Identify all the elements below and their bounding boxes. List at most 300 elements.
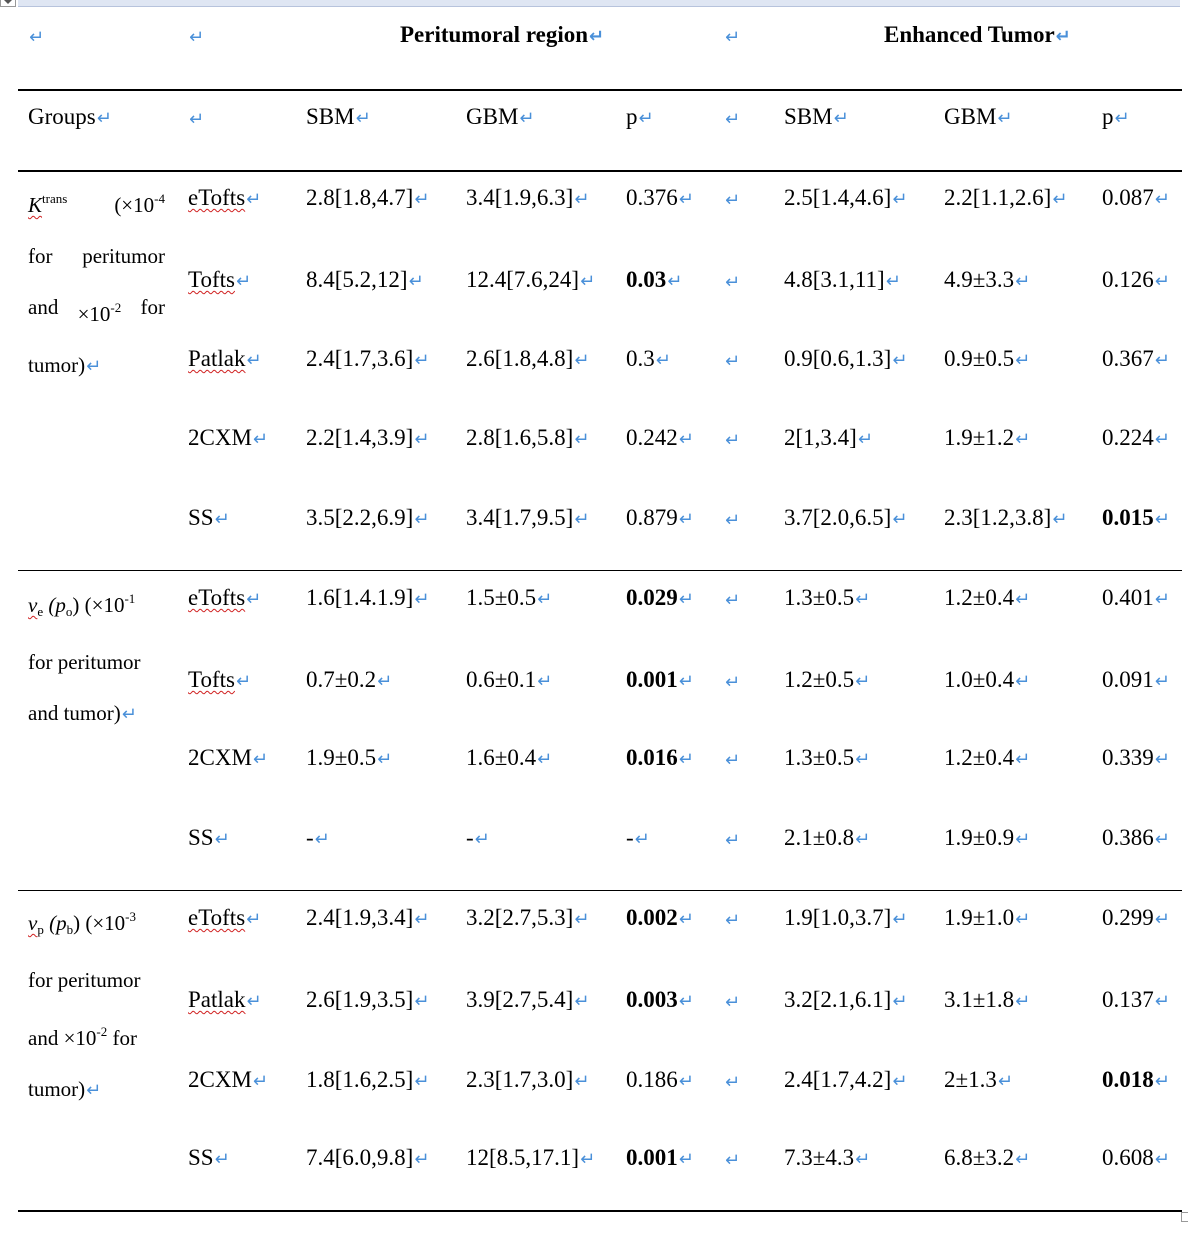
p-peritumoral-value-text: 0.242 xyxy=(626,425,678,450)
header-gbm-tumor: GBM↵ xyxy=(944,104,1013,129)
sbm-tumor-value xyxy=(784,268,901,291)
gbm-tumor-value xyxy=(944,506,1067,529)
gbm-peritumoral-value xyxy=(466,1068,589,1091)
vp-line-1: $v_p$ $(p_b)$ ($\times 10^{-3}$ xyxy=(28,909,137,937)
gbm-tumor-value-text: 4.9±3.3 xyxy=(944,267,1015,292)
sbm-tumor-value-text: 1.2±0.5 xyxy=(784,667,855,692)
p-tumor-value xyxy=(1102,426,1170,449)
gbm-tumor-value xyxy=(944,826,1030,849)
paragraph-mark: ↵ xyxy=(1154,991,1170,1012)
model-name xyxy=(188,1068,268,1091)
paragraph-mark: ↵ xyxy=(1015,909,1031,930)
header-sbm-tumor: SBM↵ xyxy=(784,104,849,129)
paragraph-mark: ↵ xyxy=(725,992,741,1013)
paragraph-mark: ↵ xyxy=(678,1149,694,1170)
paragraph-mark: ↵ xyxy=(725,430,741,451)
paragraph-mark: ↵ xyxy=(634,829,650,850)
ktrans-line-2: for peritumor xyxy=(28,244,165,268)
paragraph-mark: ↵ xyxy=(235,671,252,692)
header-model-empty: ↵ xyxy=(189,109,205,130)
p-tumor-value-text: 0.087 xyxy=(1102,185,1154,210)
sbm-tumor-value-text: 3.7[2.0,6.5] xyxy=(784,505,892,530)
p-tumor-value-text: 0.386 xyxy=(1102,825,1154,850)
paragraph-mark: ↵ xyxy=(1154,909,1170,930)
sbm-tumor-value-text: 2[1,3.4] xyxy=(784,425,857,450)
p-peritumoral-value xyxy=(626,426,694,449)
gbm-peritumoral-value xyxy=(466,586,552,609)
paragraph-mark: ↵ xyxy=(855,671,871,692)
vp-line-4: tumor)↵ xyxy=(28,1077,102,1101)
paragraph-mark: ↵ xyxy=(855,1149,871,1170)
vp-line-3: and $\times 10^{-2}$ for xyxy=(28,1024,138,1050)
model-name xyxy=(188,988,262,1011)
model-name-text: 2CXM xyxy=(188,1067,252,1092)
model-name-text: Tofts xyxy=(188,267,235,292)
paragraph-mark: ↵ xyxy=(414,509,430,530)
paragraph-mark: ↵ xyxy=(408,271,424,292)
paragraph-mark: ↵ xyxy=(1015,991,1031,1012)
p-tumor-value-text: 0.367 xyxy=(1102,346,1154,371)
sbm-tumor-value-text: 3.2[2.1,6.1] xyxy=(784,987,892,1012)
spacer-cell xyxy=(724,907,740,930)
gbm-tumor-value xyxy=(944,1068,1013,1091)
gbm-tumor-value xyxy=(944,1146,1030,1169)
header-gbm-peritumoral: GBM↵ xyxy=(466,104,535,129)
sbm-tumor-value xyxy=(784,347,907,370)
sbm-tumor-value-text: 1.9[1.0,3.7] xyxy=(784,905,892,930)
paragraph-mark: ↵ xyxy=(414,1071,430,1092)
gbm-tumor-value-text: 2.3[1.2,3.8] xyxy=(944,505,1052,530)
paragraph-mark: ↵ xyxy=(1015,350,1031,371)
sbm-peritumoral-value xyxy=(306,186,429,209)
paragraph-mark: ↵ xyxy=(1052,189,1068,210)
sbm-peritumoral-value xyxy=(306,506,429,529)
group-divider-2 xyxy=(18,890,1182,891)
p-tumor-value-text: 0.137 xyxy=(1102,987,1154,1012)
paragraph-mark: ↵ xyxy=(246,909,262,930)
model-name xyxy=(188,186,261,209)
model-name-text: eTofts xyxy=(188,905,246,930)
sbm-tumor-value xyxy=(784,746,870,769)
paragraph-mark: ↵ xyxy=(214,829,230,850)
gbm-peritumoral-value-text: 12.4[7.6,24] xyxy=(466,267,580,292)
document-top-bar xyxy=(18,0,1180,7)
gbm-peritumoral-value-text: 1.5±0.5 xyxy=(466,585,537,610)
sbm-tumor-value-text: 2.1±0.8 xyxy=(784,825,855,850)
paragraph-mark: ↵ xyxy=(1154,350,1170,371)
paragraph-mark: ↵ xyxy=(252,429,268,450)
model-name xyxy=(188,426,268,449)
sbm-tumor-value xyxy=(784,586,870,609)
p-tumor-value xyxy=(1102,186,1170,209)
sbm-peritumoral-value-text: 2.8[1.8,4.7] xyxy=(306,185,414,210)
group-label-ktrans xyxy=(28,173,165,392)
sbm-peritumoral-value-text: 8.4[5.2,12] xyxy=(306,267,408,292)
p-peritumoral-value xyxy=(626,268,682,291)
gbm-peritumoral-value xyxy=(466,668,552,691)
p-tumor-value xyxy=(1102,826,1170,849)
sbm-peritumoral-value xyxy=(306,586,429,609)
paragraph-mark: ↵ xyxy=(892,1071,908,1092)
ve-line-2: for peritumor xyxy=(28,650,141,674)
gbm-peritumoral-value xyxy=(466,347,589,370)
paragraph-mark: ↵ xyxy=(725,830,741,851)
gbm-peritumoral-value-text: 2.6[1.8,4.8] xyxy=(466,346,574,371)
p-tumor-value xyxy=(1102,906,1170,929)
ve-line-1: $v_e$ $(p_o)$ ($\times 10^{-1}$ xyxy=(28,591,136,619)
spacer-cell xyxy=(724,989,740,1012)
sbm-tumor-value-text: 0.9[0.6,1.3] xyxy=(784,346,892,371)
paragraph-mark: ↵ xyxy=(857,429,873,450)
gbm-peritumoral-value xyxy=(466,1146,595,1169)
model-name xyxy=(188,906,261,929)
paragraph-mark: ↵ xyxy=(1052,509,1068,530)
paragraph-mark: ↵ xyxy=(574,350,590,371)
paragraph-mark: ↵ xyxy=(537,589,553,610)
paragraph-mark: ↵ xyxy=(1015,1149,1031,1170)
body-top-rule xyxy=(18,170,1182,172)
paragraph-mark: ↵ xyxy=(997,1071,1013,1092)
gbm-tumor-value xyxy=(944,906,1030,929)
p-peritumoral-value xyxy=(626,746,694,769)
paragraph-mark: ↵ xyxy=(414,189,430,210)
p-tumor-value xyxy=(1102,347,1170,370)
spacer-cell xyxy=(724,348,740,371)
sbm-tumor-value-text: 2.5[1.4,4.6] xyxy=(784,185,892,210)
spacer-cell xyxy=(724,587,740,610)
group-label-vp xyxy=(28,891,165,1116)
group-divider-1 xyxy=(18,570,1182,571)
sbm-tumor-value-text: 1.3±0.5 xyxy=(784,745,855,770)
model-name-text: SS xyxy=(188,1145,214,1170)
gbm-peritumoral-value-text: 2.8[1.6,5.8] xyxy=(466,425,574,450)
p-peritumoral-value xyxy=(626,906,694,929)
gbm-tumor-value-text: 6.8±3.2 xyxy=(944,1145,1015,1170)
sbm-tumor-value xyxy=(784,426,873,449)
sbm-peritumoral-value xyxy=(306,268,424,291)
paragraph-mark: ↵ xyxy=(725,190,741,211)
p-peritumoral-value-text: 0.003 xyxy=(626,987,678,1012)
p-peritumoral-value-text: 0.3 xyxy=(626,346,655,371)
paragraph-mark: ↵ xyxy=(580,1149,596,1170)
paragraph-mark: ↵ xyxy=(252,749,268,770)
paragraph-mark: ↵ xyxy=(678,429,694,450)
paragraph-mark: ↵ xyxy=(1154,509,1170,530)
paragraph-mark: ↵ xyxy=(1154,189,1170,210)
model-name xyxy=(188,826,230,849)
p-peritumoral-value xyxy=(626,826,650,849)
spacer-cell xyxy=(724,187,740,210)
p-tumor-value xyxy=(1102,1068,1170,1091)
paragraph-mark: ↵ xyxy=(1015,589,1031,610)
sbm-peritumoral-value xyxy=(306,826,330,849)
p-tumor-value-text: 0.224 xyxy=(1102,425,1154,450)
model-name-text: Patlak xyxy=(188,987,246,1012)
paragraph-mark: ↵ xyxy=(892,509,908,530)
p-tumor-value-text: 0.339 xyxy=(1102,745,1154,770)
gbm-peritumoral-value xyxy=(466,906,589,929)
paragraph-mark: ↵ xyxy=(667,271,683,292)
paragraph-mark: ↵ xyxy=(678,189,694,210)
spacer-cell xyxy=(724,669,740,692)
model-name xyxy=(188,268,251,291)
ktrans-line-3: and $\times 10^{-2}$ for xyxy=(28,295,165,326)
sbm-peritumoral-value xyxy=(306,1146,429,1169)
p-peritumoral-value xyxy=(626,347,671,370)
paragraph-mark: ↵ xyxy=(574,429,590,450)
paragraph-mark: ↵ xyxy=(246,189,262,210)
paragraph-mark: ↵ xyxy=(246,350,262,371)
paragraph-mark: ↵ xyxy=(678,509,694,530)
paragraph-mark: ↵ xyxy=(725,1150,741,1171)
p-peritumoral-value-text: 0.03 xyxy=(626,267,667,292)
paragraph-mark: ↵ xyxy=(246,991,262,1012)
p-tumor-value-text: 0.126 xyxy=(1102,267,1154,292)
p-peritumoral-value-text: 0.001 xyxy=(626,667,678,692)
gbm-tumor-value-text: 1.2±0.4 xyxy=(944,585,1015,610)
gbm-tumor-value xyxy=(944,268,1030,291)
paragraph-mark: ↵ xyxy=(1154,749,1170,770)
paragraph-mark: ↵ xyxy=(892,909,908,930)
gbm-peritumoral-value-text: 3.4[1.9,6.3] xyxy=(466,185,574,210)
paragraph-mark: ↵ xyxy=(414,991,430,1012)
p-peritumoral-value-text: 0.879 xyxy=(626,505,678,530)
gbm-peritumoral-value-text: 3.9[2.7,5.4] xyxy=(466,987,574,1012)
paragraph-mark: ↵ xyxy=(474,829,490,850)
sbm-peritumoral-value-text: 1.6[1.4.1.9] xyxy=(306,585,414,610)
paragraph-mark: ↵ xyxy=(892,350,908,371)
sbm-peritumoral-value-text: 7.4[6.0,9.8] xyxy=(306,1145,414,1170)
p-tumor-value xyxy=(1102,506,1170,529)
gbm-peritumoral-value xyxy=(466,988,589,1011)
group-label-ve xyxy=(28,573,165,740)
gbm-tumor-value xyxy=(944,186,1067,209)
paragraph-mark: ↵ xyxy=(574,909,590,930)
gbm-tumor-value-text: 1.0±0.4 xyxy=(944,667,1015,692)
sbm-tumor-value-text: 2.4[1.7,4.2] xyxy=(784,1067,892,1092)
model-name-text: Patlak xyxy=(188,346,246,371)
spacer-cell xyxy=(724,1147,740,1170)
paragraph-mark: ↵ xyxy=(725,590,741,611)
gbm-peritumoral-value-text: 3.2[2.7,5.3] xyxy=(466,905,574,930)
gbm-peritumoral-value-text: 1.6±0.4 xyxy=(466,745,537,770)
spacer-cell xyxy=(724,427,740,450)
p-tumor-value-text: 0.401 xyxy=(1102,585,1154,610)
model-name xyxy=(188,347,262,370)
paragraph-mark: ↵ xyxy=(1015,749,1031,770)
paragraph-mark: ↵ xyxy=(725,910,741,931)
header-enhanced-tumor: Enhanced Tumor↵ xyxy=(884,22,1071,47)
sbm-tumor-value xyxy=(784,186,907,209)
ktrans-line-1: $K^{trans}$ ($\times 10^{-4}$ xyxy=(28,191,165,217)
sbm-tumor-value-text: 1.3±0.5 xyxy=(784,585,855,610)
p-tumor-value-text: 0.608 xyxy=(1102,1145,1154,1170)
p-peritumoral-value xyxy=(626,1146,694,1169)
gbm-tumor-value xyxy=(944,586,1030,609)
ve-line-3: and tumor)↵ xyxy=(28,701,137,725)
paragraph-mark: ↵ xyxy=(678,909,694,930)
paragraph-mark: ↵ xyxy=(1154,1071,1170,1092)
sbm-peritumoral-value-text: 0.7±0.2 xyxy=(306,667,377,692)
paragraph-mark: ↵ xyxy=(246,589,262,610)
p-peritumoral-value xyxy=(626,586,694,609)
paragraph-mark: ↵ xyxy=(725,1072,741,1093)
p-peritumoral-value-text: 0.001 xyxy=(626,1145,678,1170)
paragraph-mark: ↵ xyxy=(414,909,430,930)
paragraph-mark: ↵ xyxy=(725,750,741,771)
page-corner-mark xyxy=(1181,1212,1188,1222)
model-name xyxy=(188,586,261,609)
gbm-tumor-value-text: 2.2[1.1,2.6] xyxy=(944,185,1052,210)
paragraph-mark: ↵ xyxy=(855,749,871,770)
ktrans-line-4: tumor)↵ xyxy=(28,353,102,377)
paragraph-mark: ↵ xyxy=(1154,1149,1170,1170)
sbm-tumor-value xyxy=(784,506,907,529)
p-tumor-value xyxy=(1102,1146,1170,1169)
paragraph-mark: ↵ xyxy=(414,589,430,610)
paragraph-mark: ↵ xyxy=(574,509,590,530)
sbm-peritumoral-value-text: 3.5[2.2,6.9] xyxy=(306,505,414,530)
p-tumor-value xyxy=(1102,668,1170,691)
p-peritumoral-value-text: 0.376 xyxy=(626,185,678,210)
spacer-cell xyxy=(724,507,740,530)
gbm-tumor-value xyxy=(944,347,1030,370)
model-name-text: eTofts xyxy=(188,185,246,210)
paragraph-mark: ↵ xyxy=(725,672,741,693)
sbm-tumor-value xyxy=(784,906,907,929)
p-tumor-value-text: 0.091 xyxy=(1102,667,1154,692)
paragraph-mark: ↵ xyxy=(892,991,908,1012)
gbm-tumor-value-text: 1.9±1.0 xyxy=(944,905,1015,930)
p-peritumoral-value xyxy=(626,186,694,209)
paragraph-mark: ↵ xyxy=(314,829,330,850)
header-empty-cell-1: ↵ xyxy=(29,27,45,48)
sbm-tumor-value-text: 4.8[3.1,11] xyxy=(784,267,885,292)
paragraph-mark: ↵ xyxy=(725,351,741,372)
paragraph-mark: ↵ xyxy=(414,1149,430,1170)
gbm-peritumoral-value xyxy=(466,506,589,529)
sbm-peritumoral-value xyxy=(306,746,392,769)
sbm-peritumoral-value-text: 1.9±0.5 xyxy=(306,745,377,770)
sbm-peritumoral-value xyxy=(306,906,429,929)
gbm-peritumoral-value xyxy=(466,426,589,449)
gbm-peritumoral-value xyxy=(466,746,552,769)
paragraph-mark: ↵ xyxy=(377,671,393,692)
p-peritumoral-value-text: 0.002 xyxy=(626,905,678,930)
gbm-tumor-value-text: 2±1.3 xyxy=(944,1067,997,1092)
model-name xyxy=(188,668,251,691)
sbm-peritumoral-value xyxy=(306,426,429,449)
gbm-tumor-value xyxy=(944,668,1030,691)
gbm-tumor-value-text: 1.2±0.4 xyxy=(944,745,1015,770)
header-spacer-cell-2: ↵ xyxy=(725,109,741,130)
model-name-text: 2CXM xyxy=(188,425,252,450)
paragraph-mark: ↵ xyxy=(414,429,430,450)
spacer-cell xyxy=(724,1069,740,1092)
model-name-text: Tofts xyxy=(188,667,235,692)
p-peritumoral-value xyxy=(626,506,694,529)
header-sbm-peritumoral: SBM↵ xyxy=(306,104,371,129)
p-peritumoral-value-text: - xyxy=(626,825,634,850)
paragraph-mark: ↵ xyxy=(377,749,393,770)
paragraph-mark: ↵ xyxy=(655,350,671,371)
p-tumor-value-text: 0.018 xyxy=(1102,1067,1154,1092)
paragraph-mark: ↵ xyxy=(235,271,252,292)
sbm-tumor-value xyxy=(784,826,870,849)
header-p-peritumoral: p↵ xyxy=(626,104,654,129)
paragraph-mark: ↵ xyxy=(678,1071,694,1092)
paragraph-mark: ↵ xyxy=(574,991,590,1012)
header-rule xyxy=(18,89,1182,91)
header-spacer-cell: ↵ xyxy=(725,27,741,48)
sbm-peritumoral-value-text: 2.4[1.7,3.6] xyxy=(306,346,414,371)
paragraph-mark: ↵ xyxy=(678,589,694,610)
collapse-toggle-icon[interactable] xyxy=(0,0,16,7)
spacer-cell xyxy=(724,269,740,292)
vp-line-2: for peritumor xyxy=(28,968,141,992)
gbm-peritumoral-value xyxy=(466,186,589,209)
model-name-text: SS xyxy=(188,505,214,530)
sbm-tumor-value-text: 7.3±4.3 xyxy=(784,1145,855,1170)
gbm-peritumoral-value-text: - xyxy=(466,825,474,850)
sbm-peritumoral-value-text: 2.4[1.9,3.4] xyxy=(306,905,414,930)
paragraph-mark: ↵ xyxy=(678,991,694,1012)
paragraph-mark: ↵ xyxy=(1154,829,1170,850)
gbm-tumor-value-text: 1.9±1.2 xyxy=(944,425,1015,450)
p-tumor-value xyxy=(1102,586,1170,609)
gbm-tumor-value-text: 3.1±1.8 xyxy=(944,987,1015,1012)
sbm-tumor-value xyxy=(784,1146,870,1169)
paragraph-mark: ↵ xyxy=(1015,429,1031,450)
sbm-tumor-value xyxy=(784,668,870,691)
paragraph-mark: ↵ xyxy=(725,510,741,531)
sbm-tumor-value xyxy=(784,988,907,1011)
paragraph-mark: ↵ xyxy=(1154,589,1170,610)
paragraph-mark: ↵ xyxy=(1015,829,1031,850)
model-name-text: 2CXM xyxy=(188,745,252,770)
p-peritumoral-value xyxy=(626,668,694,691)
p-peritumoral-value xyxy=(626,1068,694,1091)
gbm-peritumoral-value xyxy=(466,826,490,849)
sbm-peritumoral-value-text: 2.2[1.4,3.9] xyxy=(306,425,414,450)
p-tumor-value xyxy=(1102,268,1170,291)
p-peritumoral-value-text: 0.016 xyxy=(626,745,678,770)
header-peritumoral-region: Peritumoral region↵ xyxy=(400,22,605,47)
paragraph-mark: ↵ xyxy=(580,271,596,292)
gbm-tumor-value-text: 0.9±0.5 xyxy=(944,346,1015,371)
header-groups: Groups↵ xyxy=(28,104,112,129)
header-p-tumor: p↵ xyxy=(1102,104,1130,129)
gbm-peritumoral-value-text: 2.3[1.7,3.0] xyxy=(466,1067,574,1092)
sbm-peritumoral-value xyxy=(306,988,429,1011)
paragraph-mark: ↵ xyxy=(678,749,694,770)
sbm-peritumoral-value xyxy=(306,1068,429,1091)
paragraph-mark: ↵ xyxy=(1015,271,1031,292)
paragraph-mark: ↵ xyxy=(1154,271,1170,292)
sbm-peritumoral-value-text: 2.6[1.9,3.5] xyxy=(306,987,414,1012)
gbm-peritumoral-value-text: 0.6±0.1 xyxy=(466,667,537,692)
sbm-peritumoral-value-text: 1.8[1.6,2.5] xyxy=(306,1067,414,1092)
sbm-peritumoral-value-text: - xyxy=(306,825,314,850)
model-name-text: eTofts xyxy=(188,585,246,610)
gbm-tumor-value-text: 1.9±0.9 xyxy=(944,825,1015,850)
paragraph-mark: ↵ xyxy=(214,509,230,530)
p-tumor-value-text: 0.299 xyxy=(1102,905,1154,930)
paragraph-mark: ↵ xyxy=(574,189,590,210)
paragraph-mark: ↵ xyxy=(678,671,694,692)
paragraph-mark: ↵ xyxy=(892,189,908,210)
paragraph-mark: ↵ xyxy=(214,1149,230,1170)
